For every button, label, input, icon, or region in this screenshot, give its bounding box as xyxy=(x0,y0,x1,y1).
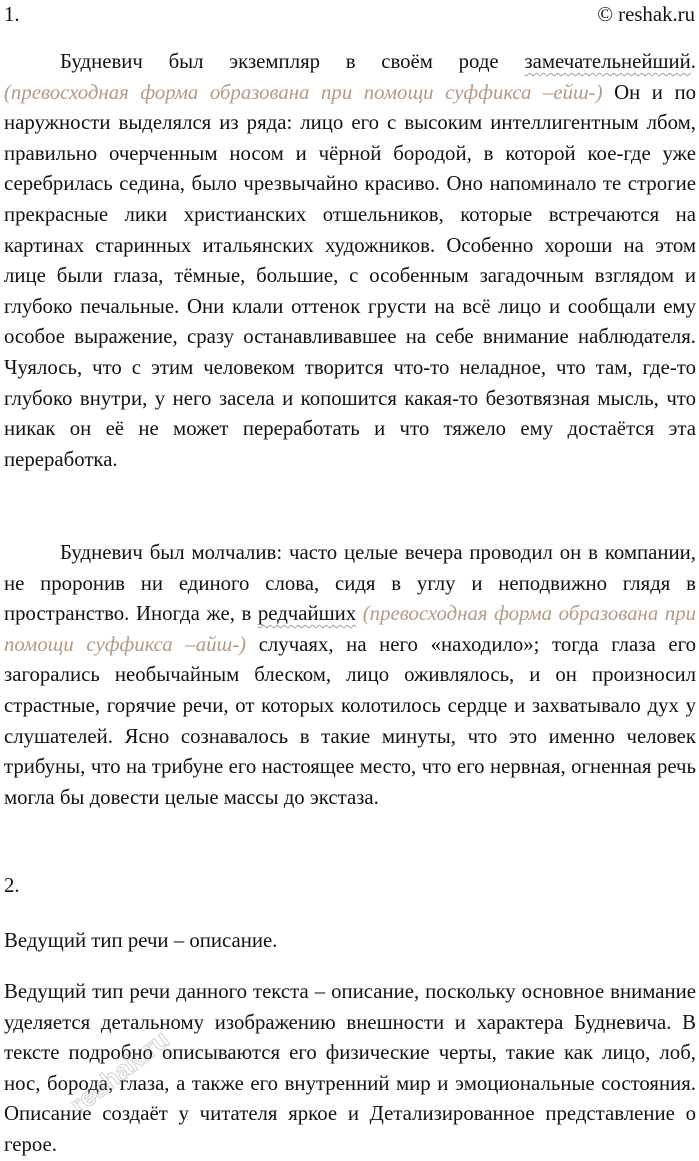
paragraph-1-text-c: Он и по наружности выделялся из ряда: лицо его с высоким интеллигентным лбом, правильно очерченным носом и чёрной бородой, в которой кое-где уже серебрилась седина, было чрезвычайно красиво. Оно напоминало те строгие прекрасные лики христианских отшельников, которые встречаются на картинах старинных итальянских художников. Особенно хороши на этом лице были глаза, тёмные, большие, с особенным загадочным взглядом и глубоко печальные. Они клали оттенок грусти на всё лицо и сообщали ему особое выражение, сразу останавливавшее на себе внимание наблюдателя. Чуялось, что с этим человеком творится что-то неладное, что там, где-то глубоко внутри, у него засела и копошится какая-то безотвязная мысль, что никак он её не может переработать и что тяжело ему достаётся эта переработка. xyxy=(4,80,696,471)
answer-body: Ведущий тип речи данного текста – описание, поскольку основное внимание уделяется детальному изображению внешности и характера Будневича. В тексте подробно описываются его физические черты, такие как лицо, лоб, нос, борода, глаза, а также его внутренний мир и эмоциональные состояния. Описание создаёт у читателя яркое и Детализированное представление о герое. xyxy=(4,980,696,1156)
paragraph-2-text-a: Будневич был молчалив: часто целые вечера проводил он в компании, не проронив ни единого слова, сидя в углу и неподвижно глядя в пространство. Иногда же, в xyxy=(4,541,696,626)
highlight-word-zamechatelneishiy: замечательнейший xyxy=(524,50,691,73)
paragraph-1 xyxy=(4,47,696,475)
paragraph-2-text-b xyxy=(356,602,363,625)
grammar-note-eish: (превосходная форма образована при помощи суффикса –ейш-) xyxy=(4,80,603,104)
task-number-2: 2. xyxy=(4,874,20,897)
copyright-label: © reshak.ru xyxy=(597,3,695,26)
paragraph-2-text-c: случаях, на него «находило»; тогда глаза его загорались необычайным блеском, лицо оживлялось, и он произносил страстные, горячие речи, от которых колотилось сердце и захватывало дух у слушателей. Ясно сознавалось в такие минуты, что это именно человек трибуны, что на трибуне его настоящее место, что его нервная, огненная речь могла бы довести целые массы до экстаза. xyxy=(4,632,696,809)
paragraph-1-text-b: . xyxy=(690,50,696,73)
task-number-1: 1. xyxy=(4,3,20,26)
highlight-word-redchaishikh: редчайших xyxy=(257,602,357,626)
answer-lead: Ведущий тип речи – описание. xyxy=(4,929,278,952)
grammar-note-aish: (превосходная форма образована при помощи суффикса –айш-) xyxy=(4,602,696,656)
paragraph-2 xyxy=(4,538,696,813)
svg-text:reshak.ru: reshak.ru xyxy=(64,1023,175,1120)
paragraph-1-text-a: Будневич был экземпляр в своём роде xyxy=(60,50,525,73)
